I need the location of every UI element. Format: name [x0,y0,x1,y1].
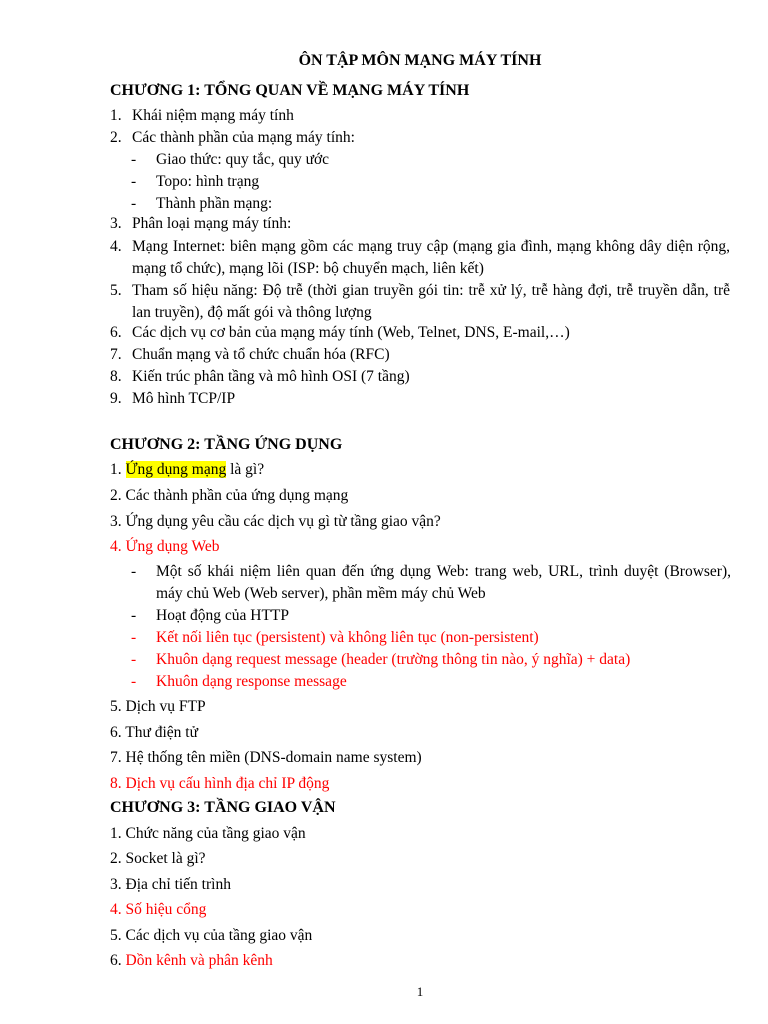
sub-item: - Thành phần mạng: [131,195,273,212]
list-item: 7. Chuẩn mạng và tổ chức chuẩn hóa (RFC) [110,346,390,363]
list-item: 4. Mạng Internet: biên mạng gồm các mạng truy cập (mạng gia đình, mạng không dây diện rộng, mạng tổ chức), mạng lõi (ISP: bộ chuyển mạch, liên kết) [110,238,730,277]
sub-item: - Khuôn dạng request message (header (trường thông tin nào, ý nghĩa) + data) [131,651,631,668]
sub-item: - Một số khái niệm liên quan đến ứng dụng Web: trang web, URL, trình duyệt (Browser), máy chủ Web (Web server), phần mềm máy chủ Web [131,563,731,602]
list-item: 3. Phân loại mạng máy tính: [110,215,292,232]
list-item: 9. Mô hình TCP/IP [110,390,236,407]
chapter-1-heading: CHƯƠNG 1: TỔNG QUAN VỀ MẠNG MÁY TÍNH [110,82,470,99]
list-item: 5. Tham số hiệu năng: Độ trễ (thời gian truyền gói tin: trễ xử lý, trễ hàng đợi, trễ truyền dẫn, trễ lan truyền), độ mất gói và thông lượng [110,282,730,321]
list-item: 3. Ứng dụng yêu cầu các dịch vụ gì từ tầng giao vận? [110,513,441,530]
sub-item: - Khuôn dạng response message [131,673,347,690]
list-item: 6. Dồn kênh và phân kênh [110,952,273,969]
list-item: 6. Các dịch vụ cơ bản của mạng máy tính (Web, Telnet, DNS, E-mail,…) [110,324,570,341]
list-item: 8. Dịch vụ cấu hình địa chỉ IP động [110,775,330,792]
list-item: 4. Ứng dụng Web [110,538,220,555]
list-item: 6. Thư điện tử [110,724,198,741]
list-item: 1. Ứng dụng mạng là gì? [110,461,265,478]
page-number: 1 [416,984,424,999]
list-item: 1. Khái niệm mạng máy tính [110,107,294,124]
list-item: 4. Số hiệu cổng [110,901,207,918]
sub-item: - Kết nối liên tục (persistent) và không liên tục (non-persistent) [131,629,539,646]
sub-item: - Hoạt động của HTTP [131,607,290,624]
highlighted-text: Ứng dụng mạng [125,461,227,478]
list-item: 8. Kiến trúc phân tầng và mô hình OSI (7 tầng) [110,368,410,385]
sub-item: - Giao thức: quy tắc, quy ước [131,151,330,168]
document-title: ÔN TẬP MÔN MẠNG MÁY TÍNH [298,52,542,69]
list-item: 3. Địa chỉ tiến trình [110,876,231,893]
chapter-2-heading: CHƯƠNG 2: TẦNG ỨNG DỤNG [110,436,343,453]
sub-item: - Topo: hình trạng [131,173,260,190]
list-item: 2. Socket là gì? [110,850,206,867]
list-item: 2. Các thành phần của mạng máy tính: [110,129,355,146]
chapter-3-heading: CHƯƠNG 3: TẦNG GIAO VẬN [110,799,336,816]
list-item: 5. Dịch vụ FTP [110,698,206,715]
list-item: 2. Các thành phần của ứng dụng mạng [110,487,349,504]
list-item: 5. Các dịch vụ của tầng giao vận [110,927,313,944]
list-item: 1. Chức năng của tầng giao vận [110,825,306,842]
list-item: 7. Hệ thống tên miền (DNS-domain name system) [110,749,422,766]
